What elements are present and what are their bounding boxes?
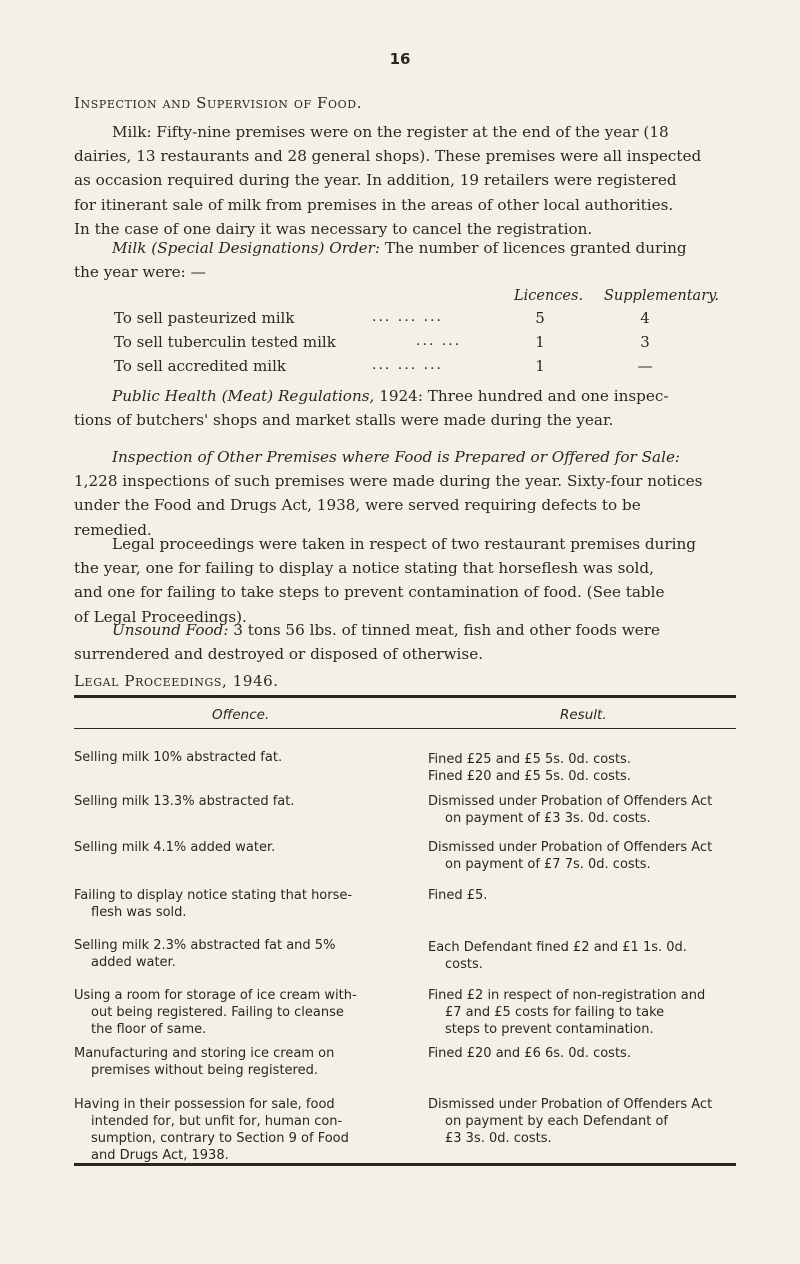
licence-row-label: To sell accredited milk [114, 357, 286, 375]
result-cell: Each Defendant fined £2 and £1 1s. 0d. costs. [428, 940, 687, 972]
offence-cell: Selling milk 10% abstracted fat. [74, 750, 283, 765]
result-cell: Fined £5. [428, 888, 488, 903]
licences-column-header: Licences. [514, 288, 584, 304]
table-top-rule [74, 695, 736, 698]
other-premises-paragraph: Inspection of Other Premises where Food is Prepared or Offered for Sale: 1,228 inspections of such premises were made during the year. Sixty-four notices under the Food and Drugs Act, 1938, were served requiring defects to be remedied. [74, 448, 703, 539]
milk-line: as occasion required during the year. In addition, 19 retailers were registered [74, 171, 677, 190]
result-cell: Dismissed under Probation of Offenders Act on payment by each Defendant of £3 3s. 0d. costs. [428, 1097, 713, 1146]
result-cell: Fined £25 and £5 5s. 0d. costs. Fined £20 and £5 5s. 0d. costs. [428, 752, 631, 784]
licence-row-label: To sell tuberculin tested milk [114, 333, 336, 351]
meat-regulations-heading: Public Health (Meat) Regulations, [112, 387, 375, 405]
page-number: 16 [389, 50, 411, 68]
supplementary-value: — [637, 357, 653, 375]
leader-dots: ... ... [416, 333, 462, 349]
meat-regulations-paragraph: Public Health (Meat) Regulations, 1924: Three hundred and one inspec- tions of butchers' shops and market stalls were made during the year. [74, 387, 669, 430]
legal-table-title: Legal Proceedings, 1946. [74, 672, 279, 690]
licence-row-label: To sell pasteurized milk [114, 309, 295, 327]
licences-value: 5 [535, 309, 545, 327]
special-designations-paragraph: Milk (Special Designations) Order: The number of licences granted during the year were: — [74, 239, 687, 282]
result-cell: Dismissed under Probation of Offenders Act on payment of £7 7s. 0d. costs. [428, 840, 713, 872]
table-header-rule [74, 728, 736, 729]
supplementary-column-header: Supplementary. [604, 288, 720, 304]
offence-cell: Selling milk 4.1% added water. [74, 840, 276, 855]
offence-cell: Failing to display notice stating that horse- flesh was sold. [74, 888, 353, 920]
milk-line: dairies, 13 restaurants and 28 general shops). These premises were all inspected [74, 147, 702, 166]
section-title: Inspection and Supervision of Food. [74, 94, 363, 112]
milk-paragraph [74, 120, 736, 241]
licences-value: 1 [535, 357, 545, 375]
milk-line: Milk: Fifty-nine premises were on the register at the end of the year (18 [112, 123, 669, 141]
leader-dots: ... ... ... [372, 357, 443, 373]
supplementary-value: 3 [640, 333, 650, 351]
other-premises-heading: Inspection of Other Premises where Food is Prepared or Offered for Sale: [112, 448, 681, 466]
leader-dots: ... ... ... [372, 309, 443, 325]
offence-cell: Selling milk 13.3% abstracted fat. [74, 794, 295, 809]
licences-value: 1 [535, 333, 545, 351]
offence-cell: Manufacturing and storing ice cream on premises without being registered. [74, 1046, 335, 1078]
milk-line: for itinerant sale of milk from premises in the areas of other local authorities. [74, 195, 674, 214]
offence-cell: Selling milk 2.3% abstracted fat and 5% added water. [74, 938, 336, 970]
result-cell: Fined £2 in respect of non-registration and £7 and £5 costs for failing to take steps to prevent contamination. [428, 988, 706, 1037]
offence-cell: Having in their possession for sale, food intended for, but unfit for, human con- sumption, contrary to Section 9 of Food and Drugs Act, 1938. [74, 1097, 349, 1163]
unsound-food-heading: Unsound Food: [112, 621, 229, 639]
result-column-header: Result. [560, 707, 607, 723]
result-cell: Fined £20 and £6 6s. 0d. costs. [428, 1046, 631, 1061]
offence-cell: Using a room for storage of ice cream with- out being registered. Failing to cleanse the floor of same. [74, 988, 357, 1037]
special-designations-heading: Milk (Special Designations) Order: [112, 239, 381, 257]
unsound-food-paragraph: Unsound Food: 3 tons 56 lbs. of tinned meat, fish and other foods were surrendered and destroyed or disposed of otherwise. [74, 621, 660, 664]
table-bottom-rule [74, 1163, 736, 1166]
supplementary-value: 4 [640, 309, 650, 327]
milk-line: In the case of one dairy it was necessary to cancel the registration. [74, 219, 593, 238]
offence-column-header: Offence. [212, 707, 270, 723]
legal-proceedings-paragraph: Legal proceedings were taken in respect of two restaurant premises during the year, one for failing to display a notice stating that horseflesh was sold, and one for failing to take steps to prevent contamination of food. (See table of Legal Proceedings). [74, 535, 696, 626]
result-cell: Dismissed under Probation of Offenders Act on payment of £3 3s. 0d. costs. [428, 794, 713, 826]
